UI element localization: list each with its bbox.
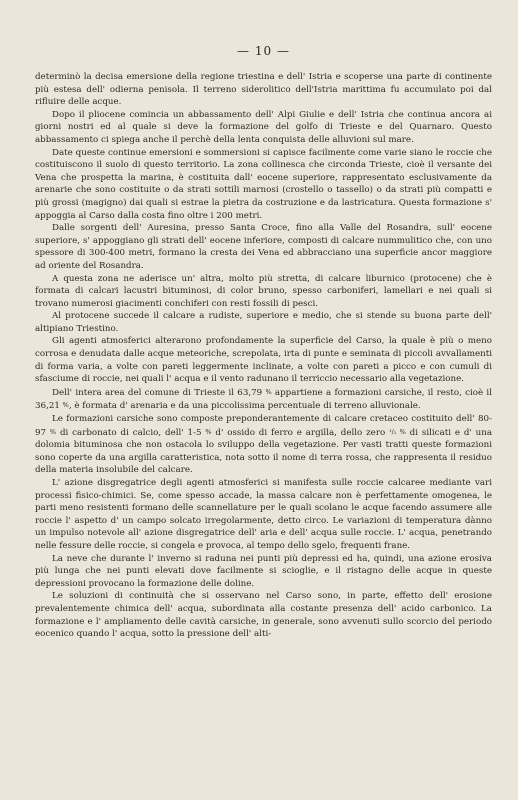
paragraph-9: [35, 413, 492, 477]
paragraph-11: La neve che durante l' inverno si raduna nei punti più depressi ed ha, quindi, una azione erosiva più lunga che nei punti elevati dove facilmente si scioglie, e il ristagno delle acque in queste depressioni provocano la formazione delle doline.: [35, 553, 492, 589]
paragraph-9-part-b: di carbonato di calcio, dell' 1-5: [56, 427, 206, 438]
paragraph-8: [35, 386, 492, 413]
percent-sign: %: [265, 387, 272, 396]
paragraph-9-part-a: Le formazioni carsiche sono composte preponderantemente di calcare cretaceo costituito dell' 80-97: [35, 414, 492, 438]
paragraph-4: Dalle sorgenti dell' Auresina, presso Santa Croce, fino alla Valle del Rosandra, sull' eocene superiore, s' appoggiano gli strati dell' eocene inferiore, composti di calcare nummulitico che, con uno spessore di 300-400 metri, formano la cresta dei Vena ed abbracciano una superficie ancor maggiore ad oriente del Rosandra.: [35, 223, 492, 271]
percent-sign: %: [205, 427, 212, 436]
paragraph-10: L' azione disgregatrice degli agenti atmosferici si manifesta sulle roccie calcaree mediante vari processi fisico-chimici. Se, come spesso accade, la massa calcare non è perfettamente omogenea, le parti meno resistenti formano delle scannellature per le quali scolano le acque facendo assumere alle roccie l' aspetto d' un campo solcato irregolarmente, detto circo. Le variazioni di temperatura dànno un impulso notevole all' azione disgregatrice dell' aria e dell' acqua sulle roccie. L' acqua, penetrando nelle fessure delle roccie, si congela e provoca, al tempo dello sgelo, frequenti frane.: [35, 478, 492, 551]
percent-sign: %: [62, 401, 69, 410]
percent-sign: %: [49, 427, 57, 436]
paragraph-1: determinò la decisa emersione della regione triestina e dell' Istria e scoperse una parte di continente più estesa dell' odierna penisola. Il terreno siderolitico dell'Istria marittima fu accumulato poi dal rifluire delle acque.: [35, 72, 492, 108]
paragraph-8-part-a: Dell' intera area del comune di Trieste il 63,79: [52, 387, 266, 398]
paragraph-3: Date queste continue emersioni e sommersioni si capisce facilmente come varie siano le roccie che costituiscono il suolo di questo territorio. La zona collinesca che circonda Trieste, cioè il versante dei Vena che prospetta la marina, è costituita dall' eocene superiore, rappresentato esclusivamente da arenarie che sono costituite o da strati sottili marnosi (crostello o tassello) o da strati più compatti e più grossi (magigno) dai quali si estrae la pietra da costruzione e da lastricatura. Questa formazione s' appoggia al Carso dalla costa fino oltre i 200 metri.: [35, 147, 492, 221]
fraction-percent: ¹/₂ %: [389, 427, 406, 436]
paragraph-9-part-c: d' ossido di ferro e argilla, dello zero: [211, 427, 390, 438]
paragraph-2: Dopo il pliocene comincia un abbassamento dell' Alpi Giulie e dell' Istria che continua ancora ai giorni nostri ed al quale si deve la formazione del golfo di Trieste e del Quarnaro. Questo abbassamento ci spiega anche il perchè della lenta conquista delle alluvioni sul mare.: [35, 109, 492, 145]
paragraph-8-part-b: appartiene a formazioni carsiche, il resto, cioè il 36,21: [35, 387, 492, 412]
paragraph-12: Le soluzioni di continuità che si osservano nel Carso sono, in parte, effetto dell' erosione prevalentemente chimica dell' acqua, subordinata alla costante presenza dell' acido carbonico. La formazione e l' ampliamento delle cavità carsiche, in generale, sono avvenuti sullo scorcio del periodo eocenico quando l' acqua, sotto la pressione dell' alti-: [35, 591, 492, 640]
paragraph-8-part-c: , è formata d' arenaria e da una piccolissima percentuale di terreno alluvionale.: [68, 401, 421, 412]
paragraph-6: Al protocene succede il calcare a rudiste, superiore e medio, che si stende su buona parte dell' altipiano Triestino.: [35, 311, 492, 334]
page-number: — 10 —: [237, 44, 290, 58]
paragraph-5: A questa zona ne aderisce un' altra, molto più stretta, di calcare liburnico (protocene) che è formata di calcari lacustri bituminosi, di color bruno, spesso carboniferi, lamellari e nei quali si trovano numerosi giacimenti conchiferi con resti fossili di pesci.: [35, 273, 492, 309]
paragraph-9-part-d: di silicati e d' una dolomia bituminosa che non ostacola lo sviluppo della vegetazione. Per vasti tratti queste formazioni sono coperte da una argilla caratteristica, nota sotto il nome di terra rossa, che rappresenta il residuo della materia insolubile del calcare.: [35, 427, 493, 476]
paragraph-7: Gli agenti atmosferici alterarono profondamente la superficie del Carso, la quale è più o meno corrosa e denudata dalle acque meteoriche, screpolata, irta di punte e seminata di piccoli avvallamenti di forma varia, a volte con pareti leggermente inclinate, a volte con pareti a picco e con cumuli di sfasciume di roccie, nei quali l' acqua e il vento radunano il terriccio necessario alla vegetazione.: [35, 336, 492, 385]
